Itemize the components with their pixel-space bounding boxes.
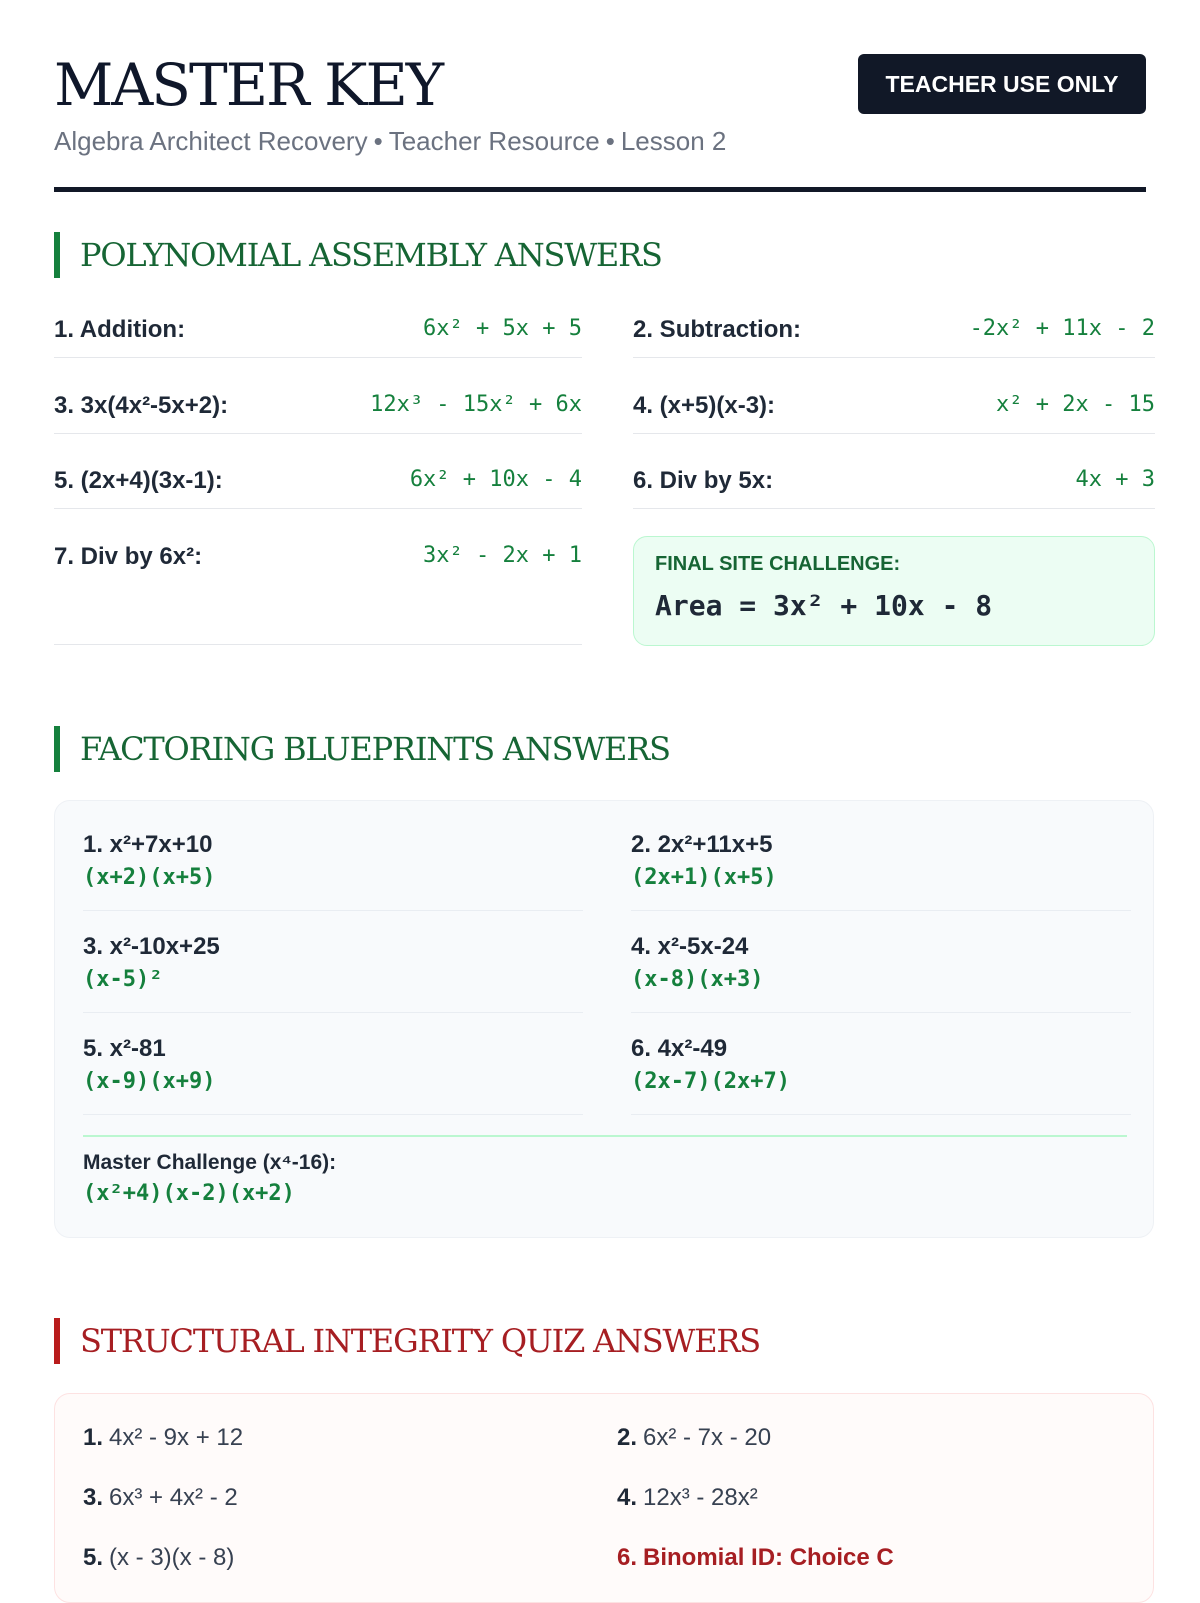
subtitle-course: Algebra Architect Recovery — [54, 126, 368, 156]
subtitle-separator: • — [605, 126, 615, 156]
factoring-item — [83, 1033, 583, 1115]
factoring-problem: 6. 4x²-49 — [631, 1035, 728, 1062]
quiz-answer-highlight — [617, 1544, 894, 1572]
factoring-item — [83, 829, 583, 911]
answer-row — [54, 461, 582, 509]
answer-label: 1. Addition: — [54, 316, 186, 343]
quiz-answer — [617, 1424, 771, 1452]
quiz-answer-number: 1. — [83, 1424, 104, 1451]
factoring-answer: (x-8)(x+3) — [631, 967, 764, 992]
answer-label: 7. Div by 6x²: — [54, 543, 203, 570]
factoring-item — [631, 931, 1131, 1013]
answer-label: 4. (x+5)(x-3): — [633, 392, 776, 419]
quiz-answer — [83, 1544, 234, 1572]
subtitle-separator: • — [373, 126, 383, 156]
quiz-answer — [83, 1424, 243, 1452]
factoring-item — [83, 931, 583, 1013]
master-challenge-label: Master Challenge (x⁴-16): — [83, 1151, 337, 1174]
quiz-answer-number: 3. — [83, 1484, 104, 1511]
quiz-answer-text: (x - 3)(x - 8) — [109, 1544, 235, 1571]
quiz-answer-text: 6x³ + 4x² - 2 — [109, 1484, 238, 1511]
subtitle-lesson: Lesson 2 — [620, 126, 727, 156]
quiz-answer-number: 4. — [617, 1484, 638, 1511]
factoring-answer: (x+2)(x+5) — [83, 865, 216, 890]
answer-label: 3. 3x(4x²-5x+2): — [54, 392, 229, 419]
answer-value: 4x + 3 — [1075, 467, 1155, 492]
master-challenge-divider — [83, 1135, 1127, 1137]
quiz-answer — [617, 1484, 758, 1512]
answer-row — [633, 310, 1155, 358]
quiz-answer-text: Binomial ID: Choice C — [643, 1544, 894, 1571]
quiz-section-title: STRUCTURAL INTEGRITY QUIZ ANSWERS — [54, 1318, 760, 1364]
factoring-problem: 4. x²-5x-24 — [631, 933, 749, 960]
factoring-item — [631, 829, 1131, 911]
factoring-problem: 2. 2x²+11x+5 — [631, 831, 773, 858]
factoring-section-title: FACTORING BLUEPRINTS ANSWERS — [54, 726, 670, 772]
page-subtitle — [54, 126, 726, 157]
factoring-problem: 3. x²-10x+25 — [83, 933, 220, 960]
answer-row — [54, 386, 582, 434]
factoring-answer: (2x-7)(2x+7) — [631, 1069, 790, 1094]
quiz-answer — [83, 1484, 238, 1512]
quiz-answer-number: 2. — [617, 1424, 638, 1451]
quiz-answer-number: 5. — [83, 1544, 104, 1571]
teacher-use-badge: TEACHER USE ONLY — [858, 54, 1146, 114]
answer-value: 6x² + 10x - 4 — [409, 467, 582, 492]
answer-value: 12x³ - 15x² + 6x — [370, 392, 582, 417]
answer-row — [54, 310, 582, 358]
challenge-label: FINAL SITE CHALLENGE: — [655, 553, 901, 575]
answer-value: -2x² + 11x - 2 — [969, 316, 1155, 341]
final-site-challenge — [633, 536, 1155, 646]
factoring-item — [631, 1033, 1131, 1115]
quiz-answer-number: 6. — [617, 1544, 638, 1571]
answer-label: 2. Subtraction: — [633, 316, 802, 343]
answer-label: 5. (2x+4)(3x-1): — [54, 467, 223, 494]
page-title: MASTER KEY — [54, 51, 443, 119]
factoring-answer: (x-9)(x+9) — [83, 1069, 216, 1094]
answer-value: 6x² + 5x + 5 — [423, 316, 582, 341]
factoring-problem: 1. x²+7x+10 — [83, 831, 213, 858]
answer-row — [633, 461, 1155, 509]
quiz-answer-text: 4x² - 9x + 12 — [109, 1424, 244, 1451]
quiz-answer-text: 6x² - 7x - 20 — [643, 1424, 772, 1451]
quiz-answers-box — [54, 1393, 1154, 1603]
challenge-value: Area = 3x² + 10x - 8 — [655, 589, 993, 622]
factoring-answers-box — [54, 800, 1154, 1238]
factoring-answer: (2x+1)(x+5) — [631, 865, 777, 890]
answer-row — [633, 386, 1155, 434]
answer-label: 6. Div by 5x: — [633, 467, 774, 494]
quiz-answer-text: 12x³ - 28x² — [643, 1484, 758, 1511]
polynomial-section-title: POLYNOMIAL ASSEMBLY ANSWERS — [54, 232, 662, 278]
master-challenge-answer: (x²+4)(x-2)(x+2) — [83, 1181, 295, 1206]
answer-value: x² + 2x - 15 — [996, 392, 1155, 417]
answer-row — [54, 537, 582, 645]
factoring-problem: 5. x²-81 — [83, 1035, 166, 1062]
factoring-answer: (x-5)² — [83, 967, 163, 992]
subtitle-resource: Teacher Resource — [388, 126, 600, 156]
page-header — [54, 0, 1146, 192]
answer-value: 3x² - 2x + 1 — [423, 543, 582, 568]
